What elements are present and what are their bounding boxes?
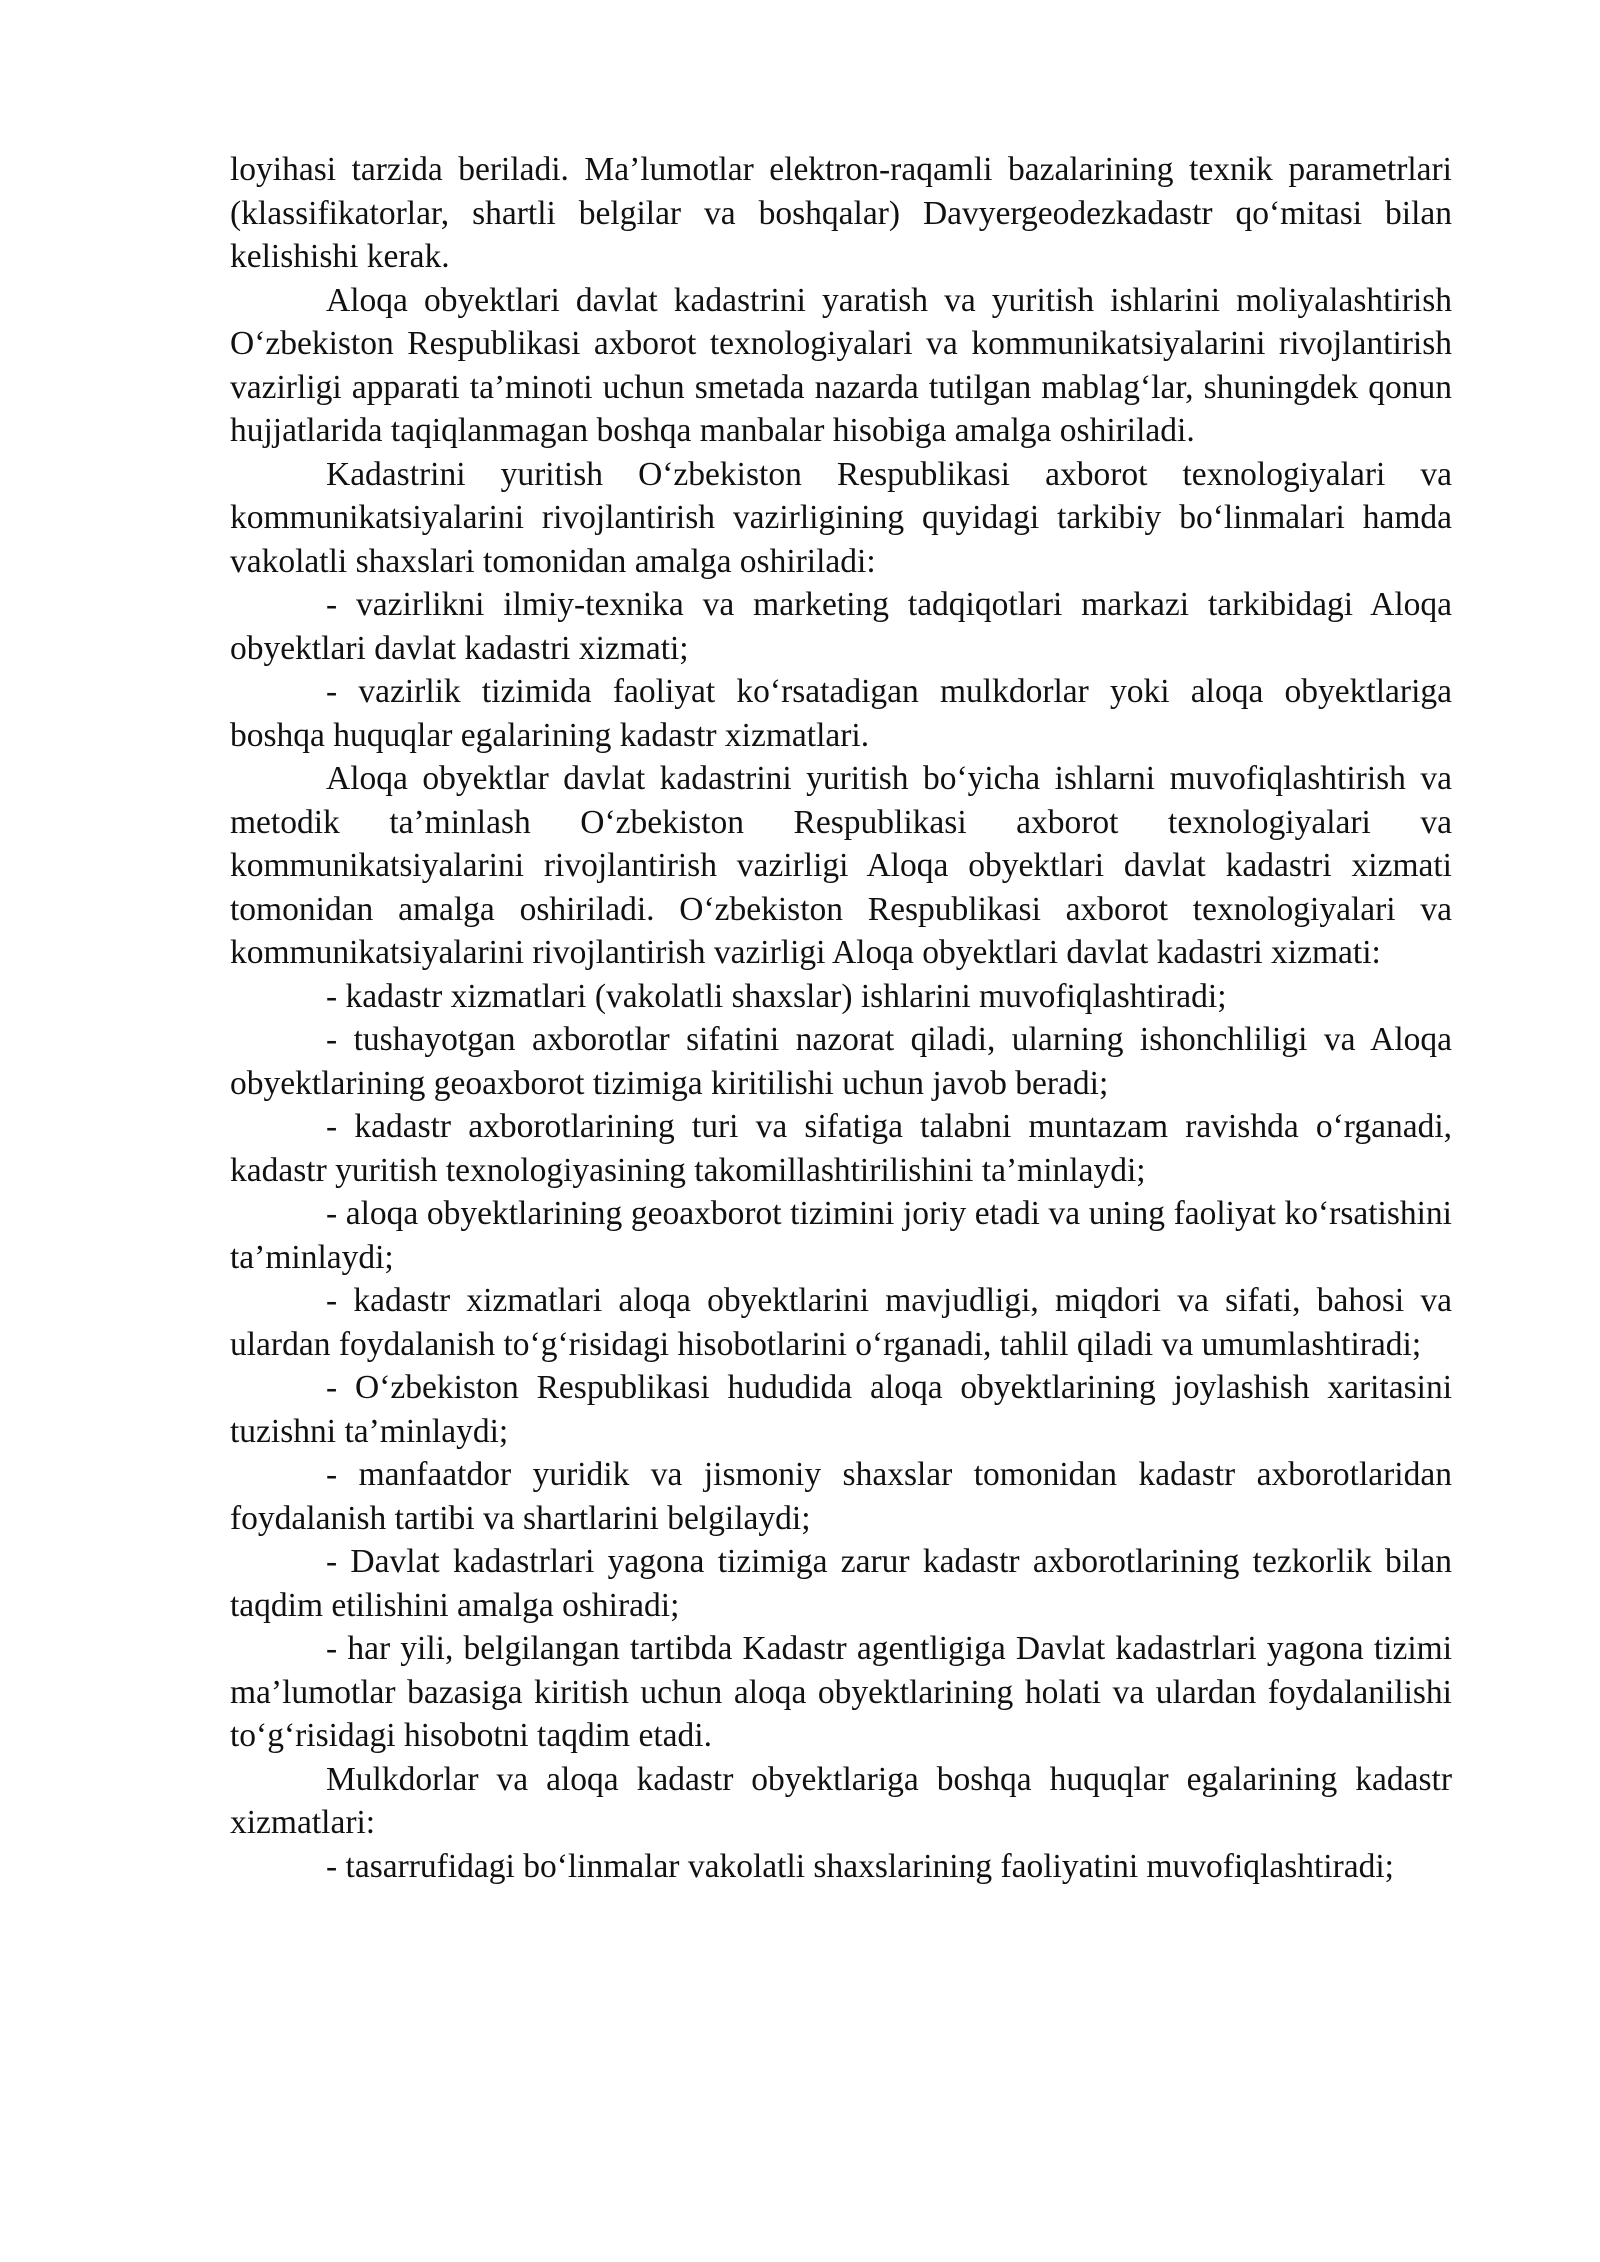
list-item: - vazirlikni ilmiy-texnika va marketing tadqiqotlari markazi tarkibidagi Aloqa obyektlari davlat kadastri xizmati; [230, 586, 1452, 667]
paragraph-financing: Aloqa obyektlari davlat kadastrini yaratish va yuritish ishlarini moliyalashtirish O‘zbekiston Respublikasi axborot texnologiyalari va kommunikatsiyalarini rivojlantirish vazirligi apparati ta’minoti uchun smetada nazarda tutilgan mablag‘lar, shuningdek qonun hujjatlarida taqiqlanmagan boshqa manbalar hisobiga amalga oshiriladi. [230, 281, 1452, 449]
list-item: - vazirlik tizimida faoliyat ko‘rsatadigan mulkdorlar yoki aloqa obyektlariga boshqa huquqlar egalarining kadastr xizmatlari. [230, 673, 1452, 754]
list-item: - aloqa obyektlarining geoaxborot tizimini joriy etadi va uning faoliyat ko‘rsatishini ta’minlaydi; [230, 1195, 1452, 1276]
list-item: - manfaatdor yuridik va jismoniy shaxslar tomonidan kadastr axborotlaridan foydalanish tartibi va shartlarini belgilaydi; [230, 1456, 1452, 1537]
list-item: - O‘zbekiston Respublikasi hududida aloqa obyektlarining joylashish xaritasini tuzishni ta’minlaydi; [230, 1369, 1452, 1450]
list-item: - tushayotgan axborotlar sifatini nazorat qiladi, ularning ishonchliligi va Aloqa obyektlarining geoaxborot tizimiga kiritilishi uchun javob beradi; [230, 1021, 1452, 1102]
paragraph-kadastr-units: Kadastrini yuritish O‘zbekiston Respublikasi axborot texnologiyalari va kommunikatsiyalarini rivojlantirish vazirligining quyidagi tarkibiy bo‘linmalari hamda vakolatli shaxslari tomonidan amalga oshiriladi: [230, 455, 1452, 580]
list-item: - kadastr axborotlarining turi va sifatiga talabni muntazam ravishda o‘rganadi, kadastr yuritish texnologiyasining takomillashtirilishini ta’minlaydi; [230, 1108, 1452, 1189]
paragraph-continuation: loyihasi tarzida beriladi. Ma’lumotlar elektron-raqamli bazalarining texnik parametrlari (klassifikatorlar, shartli belgilar va boshqalar) Davyergeodezkadastr qo‘mitasi bilan kelishishi kerak. [230, 151, 1452, 275]
list-item: - Davlat kadastrlari yagona tizimiga zarur kadastr axborotlarining tezkorlik bilan taqdim etilishini amalga oshiradi; [230, 1543, 1452, 1624]
list-item: - kadastr xizmatlari (vakolatli shaxslar) ishlarini muvofiqlashtiradi; [326, 977, 1227, 1015]
paragraph-coordination: Aloqa obyektlar davlat kadastrini yuritish bo‘yicha ishlarni muvofiqlashtirish va metodik ta’minlash O‘zbekiston Respublikasi axborot texnologiyalari va kommunikatsiyalarini rivojlantirish vazirligi Aloqa obyektlari davlat kadastri xizmati tomonidan amalga oshiriladi. O‘zbekiston Respublikasi axborot texnologiyalari va kommunikatsiyalarini rivojlantirish vazirligi Aloqa obyektlari davlat kadastri xizmati: [230, 760, 1452, 971]
list-item: - kadastr xizmatlari aloqa obyektlarini mavjudligi, miqdori va sifati, bahosi va ulardan foydalanish to‘g‘risidagi hisobotlarini o‘rganadi, tahlil qiladi va umumlashtiradi; [230, 1282, 1452, 1363]
list-item: - har yili, belgilangan tartibda Kadastr agentligiga Davlat kadastrlari yagona tizimi ma’lumotlar bazasiga kiritish uchun aloqa obyektlarining holati va ulardan foydalanilishi to‘g‘risidagi hisobotni taqdim etadi. [230, 1630, 1452, 1754]
paragraph-owners-services: Mulkdorlar va aloqa kadastr obyektlariga boshqa huquqlar egalarining kadastr xizmatlari: [230, 1760, 1452, 1841]
list-item: - tasarrufidagi bo‘linmalar vakolatli shaxslarining faoliyatini muvofiqlashtiradi; [326, 1847, 1394, 1885]
document-page [230, 148, 1452, 1888]
